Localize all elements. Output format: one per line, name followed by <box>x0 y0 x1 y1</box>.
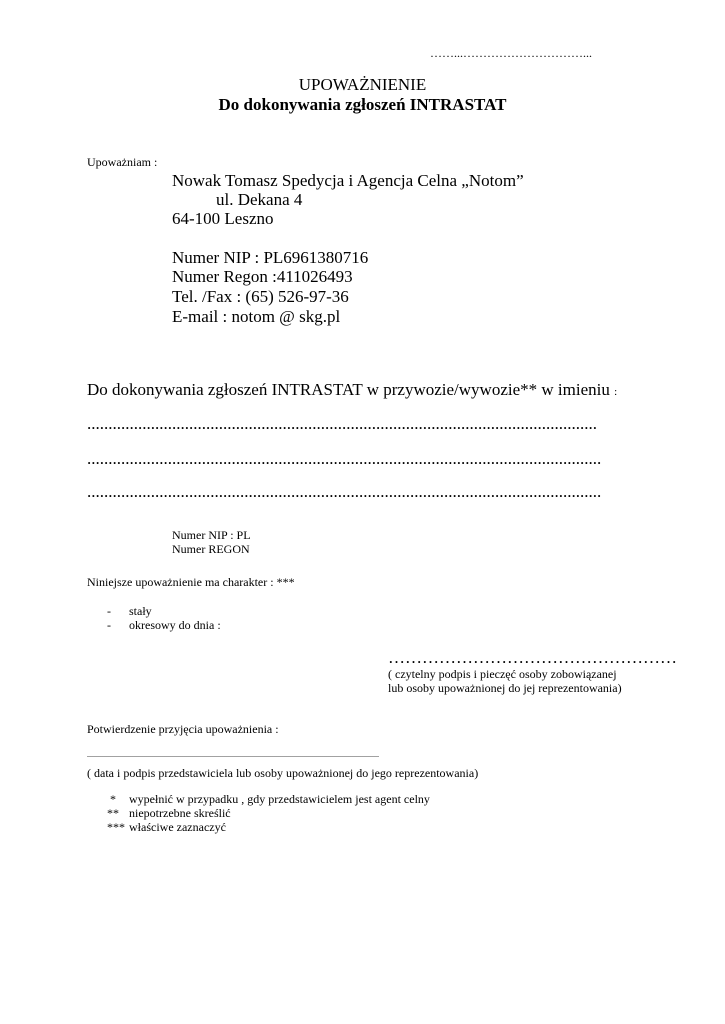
company-city: 64-100 Leszno <box>172 209 274 228</box>
company-name: Nowak Tomasz Spedycja i Agencja Celna „Notom” <box>172 171 524 190</box>
company-phone: Tel. /Fax : (65) 526-97-36 <box>172 287 349 306</box>
signature-dots: …………………………………………… <box>388 648 677 667</box>
document-subtitle: Do dokonywania zgłoszeń INTRASTAT <box>218 95 507 114</box>
signature-caption-line-2: lub osoby upoważnionej do jej reprezentowania) <box>388 681 622 695</box>
principal-line-3: ......................................................................................................................... <box>87 482 602 501</box>
principal-line-1: ........................................................................................................................ <box>87 414 597 433</box>
company-nip: Numer NIP : PL6961380716 <box>172 248 369 267</box>
character-option-permanent: stały <box>129 604 152 618</box>
confirmation-caption: ( data i podpis przedstawiciela lub osoby upoważnionej do jego reprezentowania) <box>87 766 479 780</box>
place-date-dots: ……...…………………………... <box>430 46 592 60</box>
footnote-text: właściwe zaznaczyć <box>129 820 226 834</box>
footnote-mark: *** <box>107 820 125 834</box>
principal-regon-label: Numer REGON <box>172 542 250 556</box>
footnote-text: wypełnić w przypadku , gdy przedstawicielem jest agent celny <box>129 792 430 806</box>
company-regon: Numer Regon :411026493 <box>172 267 353 286</box>
company-email: E-mail : notom @ skg.pl <box>172 307 341 326</box>
principal-line-2: ......................................................................................................................... <box>87 449 602 468</box>
character-option-bullet: - <box>107 604 111 618</box>
confirmation-dots: .................................................................................................................................................. <box>87 750 379 759</box>
character-label: Niniejsze upoważnienie ma charakter : *** <box>87 575 295 589</box>
purpose-colon: : <box>614 386 618 398</box>
footnote-mark: ** <box>107 806 119 820</box>
character-option-bullet: - <box>107 618 111 632</box>
company-street: ul. Dekana 4 <box>216 190 303 209</box>
document-title: UPOWAŻNIENIE <box>298 75 427 94</box>
signature-caption-line-1: ( czytelny podpis i pieczęć osoby zobowiązanej <box>388 667 617 681</box>
confirmation-label: Potwierdzenie przyjęcia upoważnienia : <box>87 722 279 736</box>
footnote-text: niepotrzebne skreślić <box>129 806 231 820</box>
footnote-mark: * <box>110 792 116 806</box>
purpose-main-text: Do dokonywania zgłoszeń INTRASTAT w przywozie/wywozie** w imieniu <box>87 380 610 399</box>
character-option-periodic: okresowy do dnia : <box>129 618 221 632</box>
principal-nip-label: Numer NIP : PL <box>172 528 251 542</box>
authorize-label: Upoważniam : <box>87 155 158 169</box>
purpose-text <box>87 380 617 400</box>
